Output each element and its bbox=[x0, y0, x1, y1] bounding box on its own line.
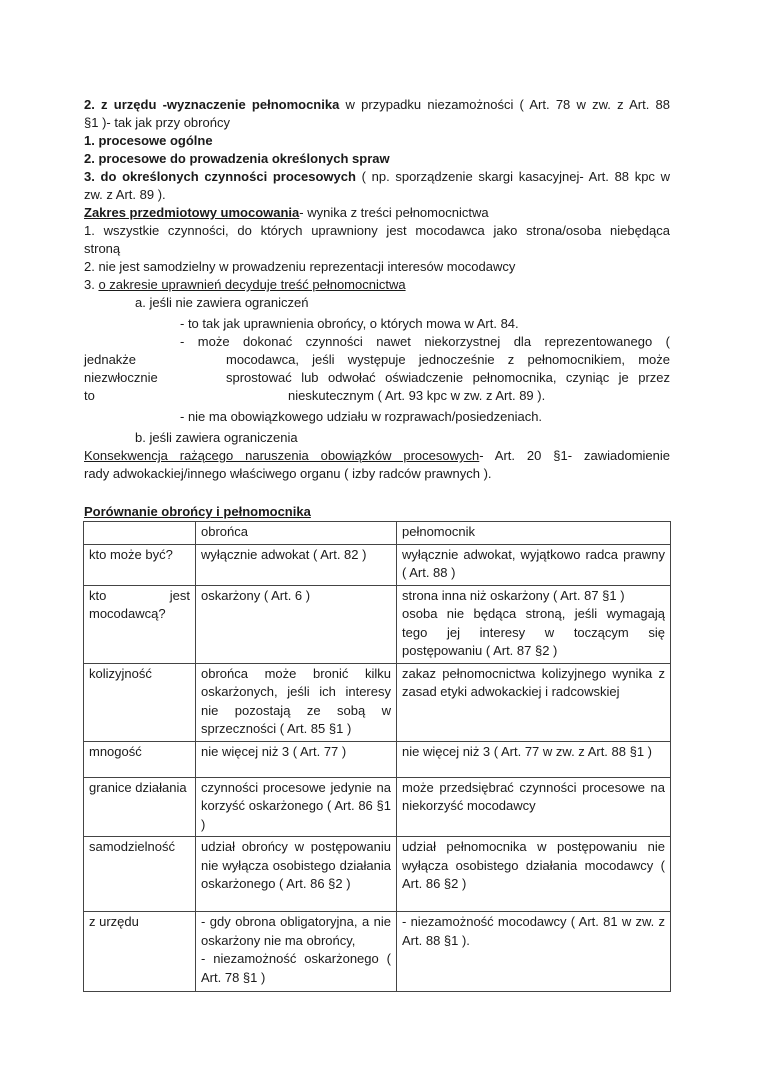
text: ( np. sporządzenie skargi kasacyjnej- Art. 88 kpc w bbox=[355, 169, 670, 184]
paragraph-line: rady adwokackiej/innego właściwego organu ( izby radców prawnych ). bbox=[84, 466, 492, 481]
wrapped-right: sprostować lub odwołać oświadczenie pełnomocnika, czyniąc je przez bbox=[226, 370, 670, 385]
table-row bbox=[84, 741, 671, 777]
paragraph-line: §1 )- tak jak przy obrońcy bbox=[84, 115, 230, 130]
cell bbox=[397, 585, 671, 663]
header-cell: obrońca bbox=[196, 522, 397, 545]
wrapped-right: mocodawca, jeśli występuje jednocześnie z pełnomocnikiem, może bbox=[226, 352, 670, 367]
cell-line: osoba nie będąca stroną, jeśli wymagają tego jej interesy w toczącym się postępowaniu ( Art. 87 §2 ) bbox=[402, 606, 665, 658]
header-cell bbox=[84, 522, 196, 545]
row-label: z urzędu bbox=[84, 912, 196, 992]
header-cell: pełnomocnik bbox=[397, 522, 671, 545]
table-row bbox=[84, 585, 671, 663]
table-row bbox=[84, 837, 671, 912]
paragraph-z-urzedu bbox=[84, 96, 670, 114]
list-item: 2. procesowe do prowadzenia określonych spraw bbox=[84, 151, 390, 166]
cell-line: strona inna niż oskarżony ( Art. 87 §1 ) bbox=[402, 587, 625, 603]
paragraph-line: zw. z Art. 89 ). bbox=[84, 187, 166, 202]
table-header-row bbox=[84, 522, 671, 545]
list-item bbox=[84, 168, 670, 186]
row-label: kto jest mocodawcą? bbox=[84, 585, 196, 663]
wrapped-left: to bbox=[84, 388, 95, 403]
text: w przypadku niezamożności ( Art. 78 w zw. z Art. 88 bbox=[339, 97, 671, 112]
cell: obrońca może bronić kilku oskarżonych, jeśli ich interesy nie pozostają ze sobą w sprzeczności ( Art. 85 §1 ) bbox=[196, 663, 397, 741]
bullet-line: - nie ma obowiązkowego udziału w rozprawach/posiedzeniach. bbox=[180, 409, 543, 424]
row-label: mnogość bbox=[84, 741, 196, 777]
list-item: 2. nie jest samodzielny w prowadzeniu reprezentacji interesów mocodawcy bbox=[84, 259, 516, 274]
heading-text: Zakres przedmiotowy umocowania bbox=[84, 205, 300, 220]
cell: - niezamożność mocodawcy ( Art. 81 w zw. z Art. 88 §1 ). bbox=[397, 912, 671, 992]
cell-line: - gdy obrona obligatoryjna, a nie oskarżony nie ma obrońcy, bbox=[201, 914, 391, 948]
table-row bbox=[84, 777, 671, 837]
paragraph-line: stroną bbox=[84, 241, 121, 256]
cell-line: - niezamożność oskarżonego ( Art. 78 §1 ) bbox=[201, 951, 391, 985]
sub-item-a: a. jeśli nie zawiera ograniczeń bbox=[135, 295, 309, 310]
table-title: Porównanie obrońcy i pełnomocnika bbox=[84, 504, 311, 519]
cell bbox=[196, 912, 397, 992]
cell: czynności procesowe jedynie na korzyść oskarżonego ( Art. 86 §1 ) bbox=[196, 777, 397, 837]
bold-phrase: 2. z urzędu -wyznaczenie pełnomocnika bbox=[84, 97, 340, 112]
bullet-line: - to tak jak uprawnienia obrońcy, o których mowa w Art. 84. bbox=[180, 316, 519, 331]
list-item bbox=[84, 276, 406, 294]
table-row bbox=[84, 544, 671, 585]
text: - wynika z treści pełnomocnictwa bbox=[299, 205, 489, 220]
table-row bbox=[84, 663, 671, 741]
wrapped-right: nieskutecznym ( Art. 93 kpc w zw. z Art. 89 ). bbox=[288, 388, 546, 403]
bullet-line: - może dokonać czynności nawet niekorzystnej dla reprezentowanego ( bbox=[180, 334, 670, 349]
wrapped-left: niezwłocznie bbox=[84, 370, 158, 385]
underlined-text: o zakresie uprawnień decyduje treść pełnomocnictwa bbox=[98, 277, 406, 292]
comparison-table bbox=[83, 521, 671, 992]
bold-phrase: 3. do określonych czynności procesowych bbox=[84, 169, 356, 184]
cell: wyłącznie adwokat ( Art. 82 ) bbox=[196, 544, 397, 585]
row-label: kto może być? bbox=[84, 544, 196, 585]
cell: udział obrońcy w postępowaniu nie wyłącza osobistego działania oskarżonego ( Art. 86 §2 ) bbox=[196, 837, 397, 912]
cell: zakaz pełnomocnictwa kolizyjnego wynika z zasad etyki adwokackiej i radcowskiej bbox=[397, 663, 671, 741]
text: - Art. 20 §1- zawiadomienie bbox=[479, 448, 670, 463]
cell: wyłącznie adwokat, wyjątkowo radca prawny ( Art. 88 ) bbox=[397, 544, 671, 585]
cell: może przedsiębrać czynności procesowe na niekorzyść mocodawcy bbox=[397, 777, 671, 837]
row-label: granice działania bbox=[84, 777, 196, 837]
row-label: kolizyjność bbox=[84, 663, 196, 741]
table-row bbox=[84, 912, 671, 992]
row-label: samodzielność bbox=[84, 837, 196, 912]
text: 3. bbox=[84, 277, 99, 292]
cell: udział pełnomocnika w postępowaniu nie wyłącza osobistego działania mocodawcy ( Art. 86 §2 ) bbox=[397, 837, 671, 912]
cell: nie więcej niż 3 ( Art. 77 w zw. z Art. 88 §1 ) bbox=[397, 741, 671, 777]
cell: oskarżony ( Art. 6 ) bbox=[196, 585, 397, 663]
list-item: 1. procesowe ogólne bbox=[84, 133, 213, 148]
section-heading-zakres bbox=[84, 204, 489, 222]
underlined-text: Konsekwencja rażącego naruszenia obowiązków procesowych bbox=[84, 448, 480, 463]
paragraph-konsekwencja bbox=[84, 447, 670, 465]
wrapped-left: jednakże bbox=[84, 352, 137, 367]
cell: nie więcej niż 3 ( Art. 77 ) bbox=[196, 741, 397, 777]
sub-item-b: b. jeśli zawiera ograniczenia bbox=[135, 430, 298, 445]
list-item: 1. wszystkie czynności, do których uprawniony jest mocodawca jako strona/osoba niebędąca bbox=[84, 223, 670, 238]
